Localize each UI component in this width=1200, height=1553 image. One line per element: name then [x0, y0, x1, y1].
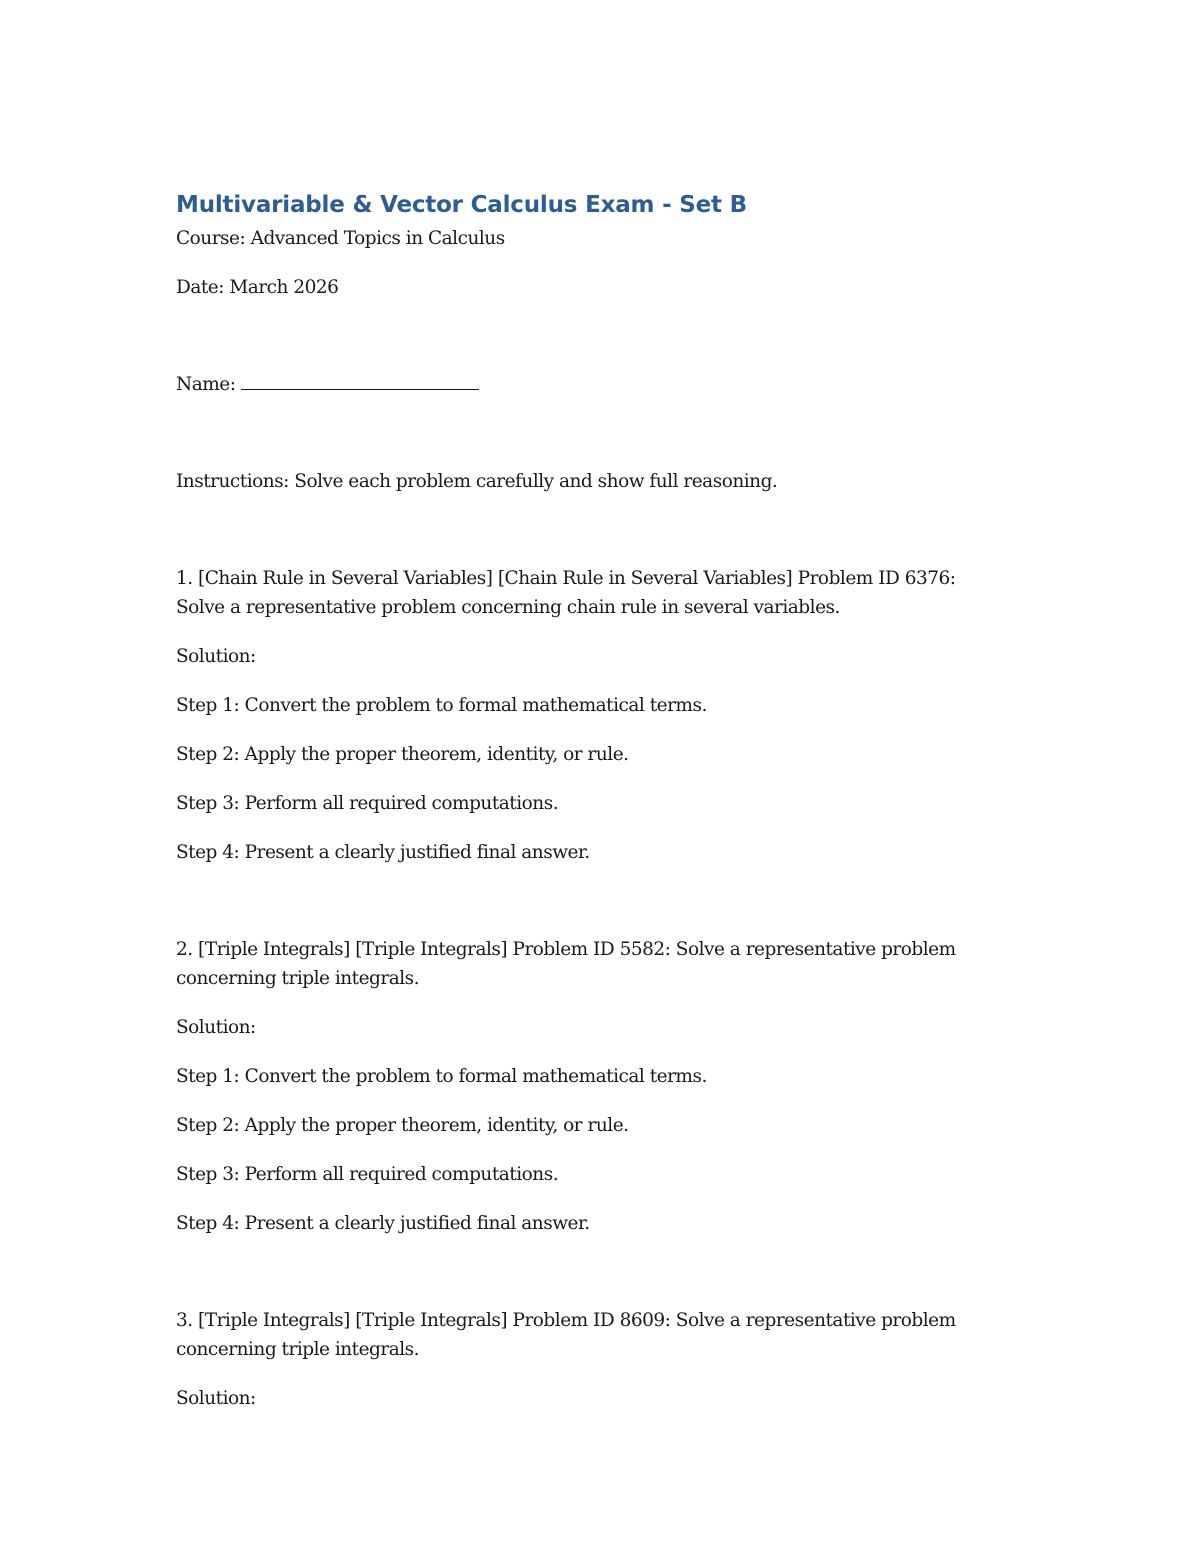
problem-1-step-3: Step 3: Perform all required computations. — [176, 793, 559, 814]
problem-1-text-line-1: 1. [Chain Rule in Several Variables] [Chain Rule in Several Variables] Problem ID 6376: — [176, 568, 956, 589]
instructions-line: Instructions: Solve each problem carefully and show full reasoning. — [176, 471, 778, 492]
document-content — [176, 188, 1006, 1413]
problem-3-text-line-1: 3. [Triple Integrals] [Triple Integrals] Problem ID 8609: Solve a representative problem — [176, 1310, 956, 1331]
problem-3-solution-label: Solution: — [176, 1388, 256, 1409]
problem-1-step-4: Step 4: Present a clearly justified final answer. — [176, 842, 590, 863]
exam-title: Multivariable & Vector Calculus Exam - Set B — [176, 192, 747, 218]
problem-1-solution-label: Solution: — [176, 646, 256, 667]
problem-2 — [176, 935, 1006, 1238]
problem-2-step-4: Step 4: Present a clearly justified final answer. — [176, 1213, 590, 1234]
problem-3-text-line-2: concerning triple integrals. — [176, 1339, 420, 1360]
problem-1 — [176, 564, 1006, 867]
name-label: Name: — [176, 374, 236, 395]
problem-2-step-1: Step 1: Convert the problem to formal mathematical terms. — [176, 1066, 707, 1087]
course-line: Course: Advanced Topics in Calculus — [176, 228, 505, 249]
problem-2-step-3: Step 3: Perform all required computations. — [176, 1164, 559, 1185]
problem-2-solution-label: Solution: — [176, 1017, 256, 1038]
date-line: Date: March 2026 — [176, 277, 339, 298]
problem-1-step-2: Step 2: Apply the proper theorem, identity, or rule. — [176, 744, 629, 765]
name-line — [176, 369, 1006, 399]
problem-2-step-2: Step 2: Apply the proper theorem, identity, or rule. — [176, 1115, 629, 1136]
problem-3 — [176, 1306, 1006, 1413]
problem-1-text-line-2: Solve a representative problem concerning chain rule in several variables. — [176, 597, 840, 618]
problem-1-step-1: Step 1: Convert the problem to formal mathematical terms. — [176, 695, 707, 716]
problem-2-text-line-1: 2. [Triple Integrals] [Triple Integrals] Problem ID 5582: Solve a representative problem — [176, 939, 956, 960]
problem-2-text-line-2: concerning triple integrals. — [176, 968, 420, 989]
name-blank-field[interactable] — [241, 369, 479, 390]
